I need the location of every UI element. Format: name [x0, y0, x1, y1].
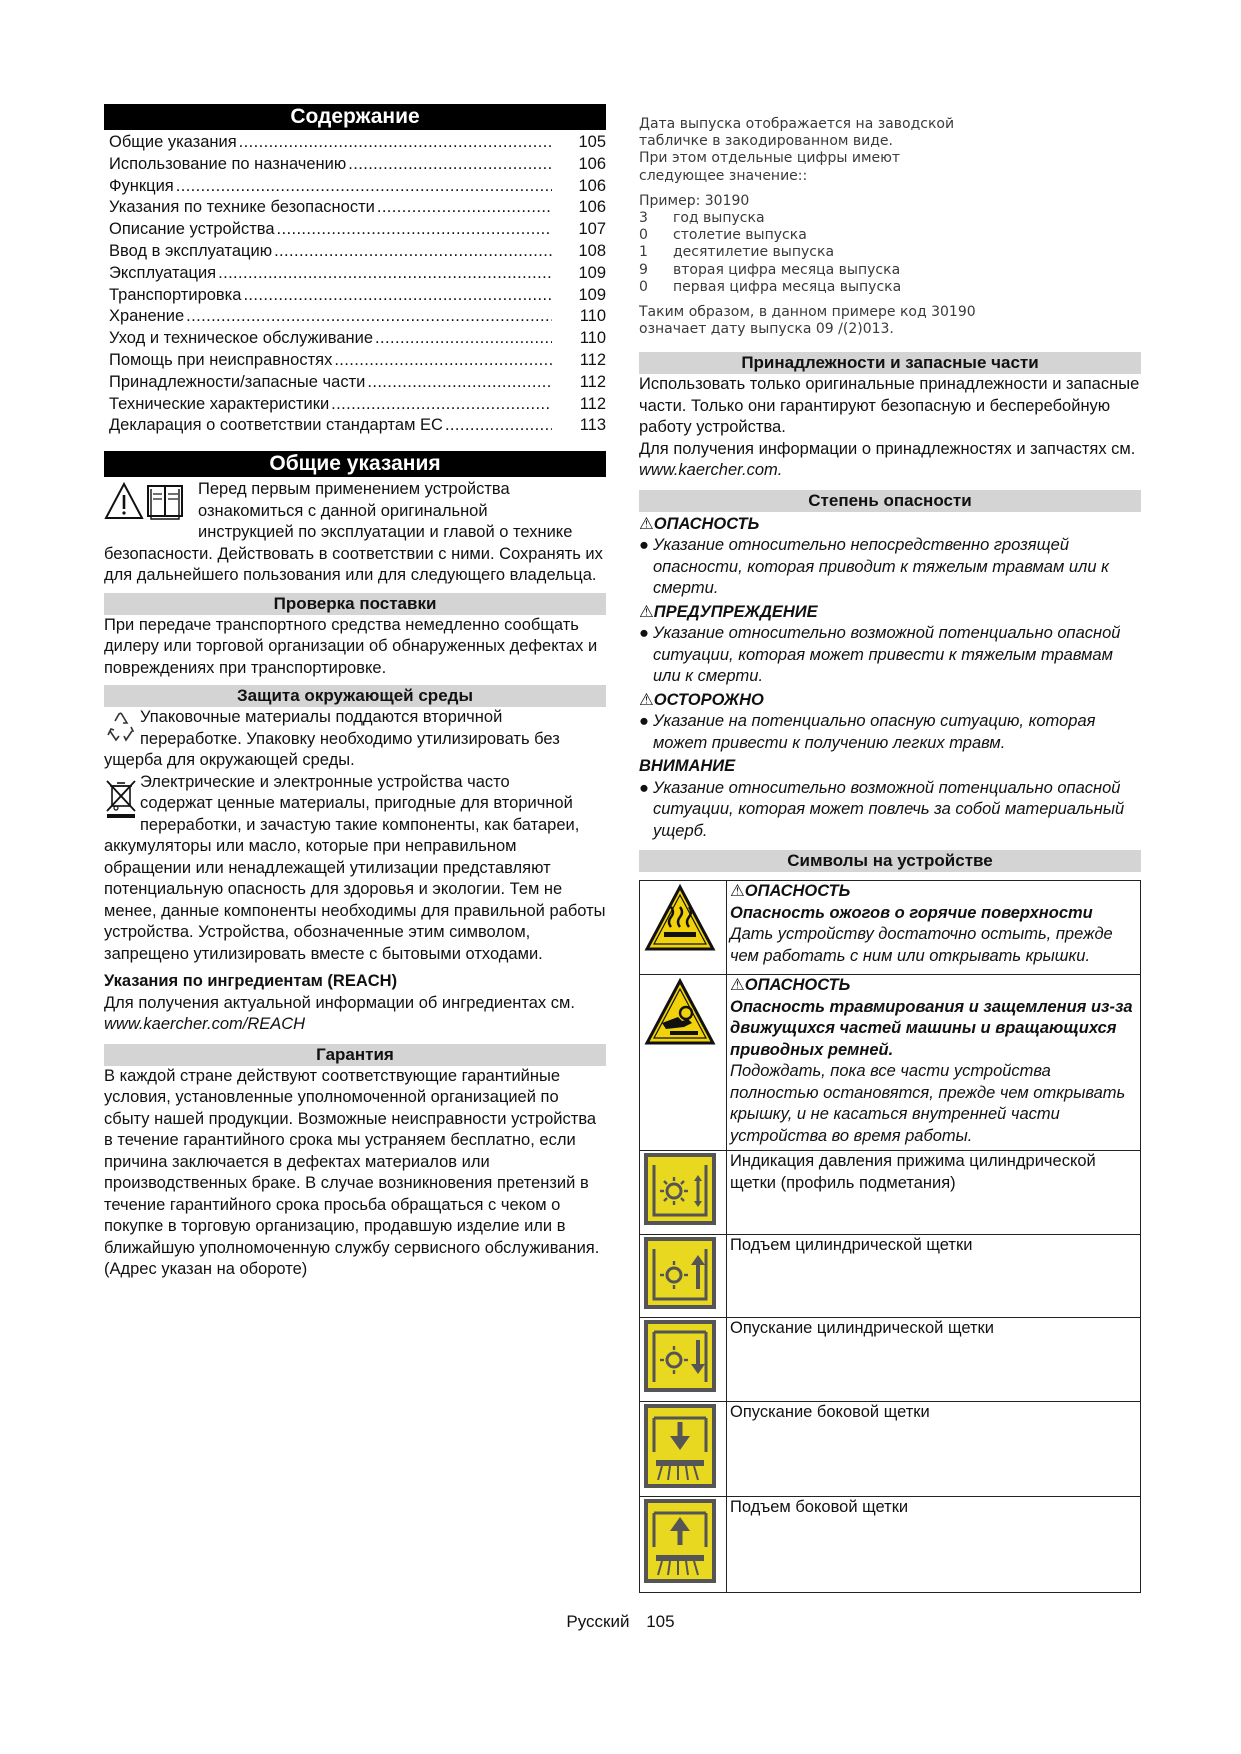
- crossed-bin-icon: [104, 776, 138, 820]
- roller-brush-pressure-icon: [644, 1153, 716, 1225]
- warranty-title: Гарантия: [104, 1044, 606, 1066]
- danger-level-item: ⚠ОПАСНОСТЬ ● Указание относительно непосредственно грозящей опасности, которая приводит к тяжелым травмам или к смерти.: [639, 514, 1109, 598]
- table-row: ⚠ОПАСНОСТЬ Опасность ожогов о горячие поверхности Дать устройству достаточно остыть, прежде чем работать с ним или открывать крышки.: [640, 881, 1141, 975]
- danger-levels-title: Степень опасности: [639, 490, 1141, 512]
- danger-level-item: ⚠ПРЕДУПРЕЖДЕНИЕ ● Указание относительно возможной потенциально опасной ситуации, которая может привести к тяжелым травмам или к смерти.: [639, 602, 1121, 686]
- table-row: ⚠ОПАСНОСТЬ Опасность травмирования и защемления из-за движущихся частей машины и вращающихся приводных ремней. Подождать, пока все части устройства полностью остановятся, прежде чем открывать крышку, и не касаться внутренней части устройства во время работы.: [640, 975, 1141, 1151]
- environment-title: Защита окружающей среды: [104, 685, 606, 707]
- general-text: безопасности. Действовать в соответствии с ними. Сохранять их для дальнейшего пользования или для следующего владельца.: [104, 544, 603, 585]
- reach-text: Для получения актуальной информации об ингредиентах см.: [104, 993, 575, 1012]
- date-digit-row: 1 десятилетие выпуска: [639, 244, 835, 261]
- toc-entry[interactable]: Технические характеристики ..... 112: [104, 394, 606, 416]
- danger-level-item: ⚠ОСТОРОЖНО ● Указание на потенциально опасную ситуацию, которая может привести к получению легких травм.: [639, 690, 1096, 752]
- date-summary-line: Таким образом, в данном примере код 30190: [639, 304, 976, 321]
- reach-link[interactable]: www.kaercher.com/REACH: [104, 1015, 306, 1034]
- date-digit-row: 0 столетие выпуска: [639, 227, 807, 244]
- toc-entry[interactable]: Эксплуатация ..... 109: [104, 263, 606, 285]
- accessories-title: Принадлежности и запасные части: [639, 352, 1141, 374]
- left-column: [104, 104, 606, 1281]
- date-digit-row: 0 первая цифра месяца выпуска: [639, 278, 902, 295]
- table-row: Подъем цилиндрической щетки: [640, 1234, 1141, 1318]
- hot-surface-warning-icon: [644, 883, 716, 955]
- footer-page-number: 105: [646, 1612, 675, 1631]
- table-row: Опускание цилиндрической щетки: [640, 1318, 1141, 1402]
- warning-triangle-icon: ⚠: [639, 514, 654, 533]
- date-summary-line: означает дату выпуска 09 /(2)013.: [639, 321, 894, 338]
- accessories-link[interactable]: www.kaercher.com.: [639, 461, 783, 480]
- general-section: [104, 479, 606, 587]
- table-row: Индикация давления прижима цилиндрической щетки (профиль подметания): [640, 1151, 1141, 1235]
- weee-text-line: содержат ценные материалы, пригодные для вторичной: [140, 794, 573, 813]
- date-note-line: При этом отдельные цифры имеют: [639, 150, 901, 167]
- roller-brush-raise-icon: [644, 1237, 716, 1309]
- date-digit-row: 3 год выпуска: [639, 210, 765, 227]
- recycling-text: переработке. Упаковку необходимо утилизировать без ущерба для окружающей среды.: [104, 729, 560, 770]
- hand-crush-warning-icon: [644, 977, 716, 1049]
- roller-brush-lower-icon: [644, 1320, 716, 1392]
- danger-level-item: ВНИМАНИЕ ● Указание относительно возможной потенциально опасной ситуации, которая может повлечь за собой материальный ущерб.: [639, 757, 1125, 840]
- toc-entry[interactable]: Принадлежности/запасные части ..... 112: [104, 372, 606, 394]
- side-brush-lower-icon: [644, 1404, 716, 1488]
- warning-triangle-icon: ⚠: [639, 602, 654, 621]
- recycling-icon: [104, 709, 138, 743]
- toc-entry[interactable]: Использование по назначению ..... 106: [104, 154, 606, 176]
- weee-block: [104, 772, 606, 966]
- warranty-address: (Адрес указан на обороте): [104, 1260, 308, 1279]
- toc-entry[interactable]: Хранение ..... 110: [104, 306, 606, 328]
- table-row: Опускание боковой щетки: [640, 1401, 1141, 1497]
- toc-entry[interactable]: Ввод в эксплуатацию ..... 108: [104, 241, 606, 263]
- date-note-line: Дата выпуска отображается на заводской: [639, 116, 955, 132]
- footer-language: Русский: [566, 1612, 630, 1631]
- reach-title: Указания по ингредиентам (REACH): [104, 972, 398, 991]
- right-column: [639, 116, 1141, 1593]
- general-text-line: ознакомиться с данной оригинальной: [198, 501, 488, 520]
- toc-entry[interactable]: Функция ..... 106: [104, 176, 606, 198]
- toc-entry[interactable]: Транспортировка ..... 109: [104, 285, 606, 307]
- general-text-line: Перед первым применением устройства: [198, 480, 510, 499]
- side-brush-raise-icon: [644, 1499, 716, 1583]
- toc-entry[interactable]: Общие указания ..... 105: [104, 132, 606, 154]
- recycling-block: [104, 707, 606, 772]
- toc-title: Содержание: [104, 104, 606, 130]
- toc-entry[interactable]: Декларация о соответствии стандартам ЕС ..... 113: [104, 415, 606, 437]
- toc-entry[interactable]: Указания по технике безопасности ..... 106: [104, 197, 606, 219]
- warning-manual-icon: [104, 481, 188, 521]
- date-digit-row: 9 вторая цифра месяца выпуска: [639, 261, 901, 278]
- symbols-table: [639, 880, 1141, 1593]
- accessories-text2: Для получения информации о принадлежностях и запчастях см. www.kaercher.com.: [639, 439, 1136, 480]
- toc-entry[interactable]: Уход и техническое обслуживание ..... 110: [104, 328, 606, 350]
- weee-text-line: Электрические и электронные устройства часто: [140, 772, 510, 791]
- accessories-text: Использовать только оригинальные принадлежности и запасные части. Только они гарантируют безопасную и бесперебойную работу устройства.: [639, 375, 1140, 437]
- table-row: Подъем боковой щетки: [640, 1497, 1141, 1593]
- recycling-text-line: Упаковочные материалы поддаются вторичной: [140, 708, 503, 727]
- warranty-text: В каждой стране действуют соответствующие гарантийные условия, установленные уполномоченной организацией по сбыту нашей продукции. Возможные неисправности устройства в течение гарантийного срока мы устраняем бесплатно, если причина заключается в дефектах материалов или производственных браке. В случае возникновения претензий в течение гарантийного срока просьба обращаться с чеком о покупке в торговую организацию, продавшую изделие или в ближайшую уполномоченную службу сервисного обслуживания.: [104, 1066, 600, 1257]
- general-text-line: инструкцией по эксплуатации и главой о технике: [198, 523, 573, 542]
- toc-entry[interactable]: Описание устройства ..... 107: [104, 219, 606, 241]
- general-title: Общие указания: [104, 451, 606, 477]
- table-of-contents: [104, 132, 606, 437]
- date-note: [639, 116, 1141, 338]
- toc-entry[interactable]: Помощь при неисправностях ..... 112: [104, 350, 606, 372]
- date-example-label: Пример: 30190: [639, 192, 750, 209]
- weee-text: переработки, и зачастую такие компоненты, как батареи, аккумуляторы или масло, которые при неправильном обращении или ненадлежащей утилизации представляют потенциальную опасность для здоровья и экологии. Тем не менее, данные компоненты необходимы для правильной работы устройства. Устройства, обозначенные этим символом, запрещено утилизировать вместе с бытовыми отходами.: [104, 815, 606, 963]
- date-note-line: следующее значение::: [639, 167, 808, 184]
- symbols-title: Символы на устройстве: [639, 850, 1141, 872]
- warning-triangle-icon: ⚠: [639, 690, 654, 709]
- page-footer: [0, 1611, 1241, 1633]
- date-note-line: табличке в закодированном виде.: [639, 133, 893, 150]
- delivery-text: При передаче транспортного средства немедленно сообщать дилеру или торговой организации об обнаруженных дефектах и повреждениях при транспортировке.: [104, 615, 598, 677]
- delivery-title: Проверка поставки: [104, 593, 606, 615]
